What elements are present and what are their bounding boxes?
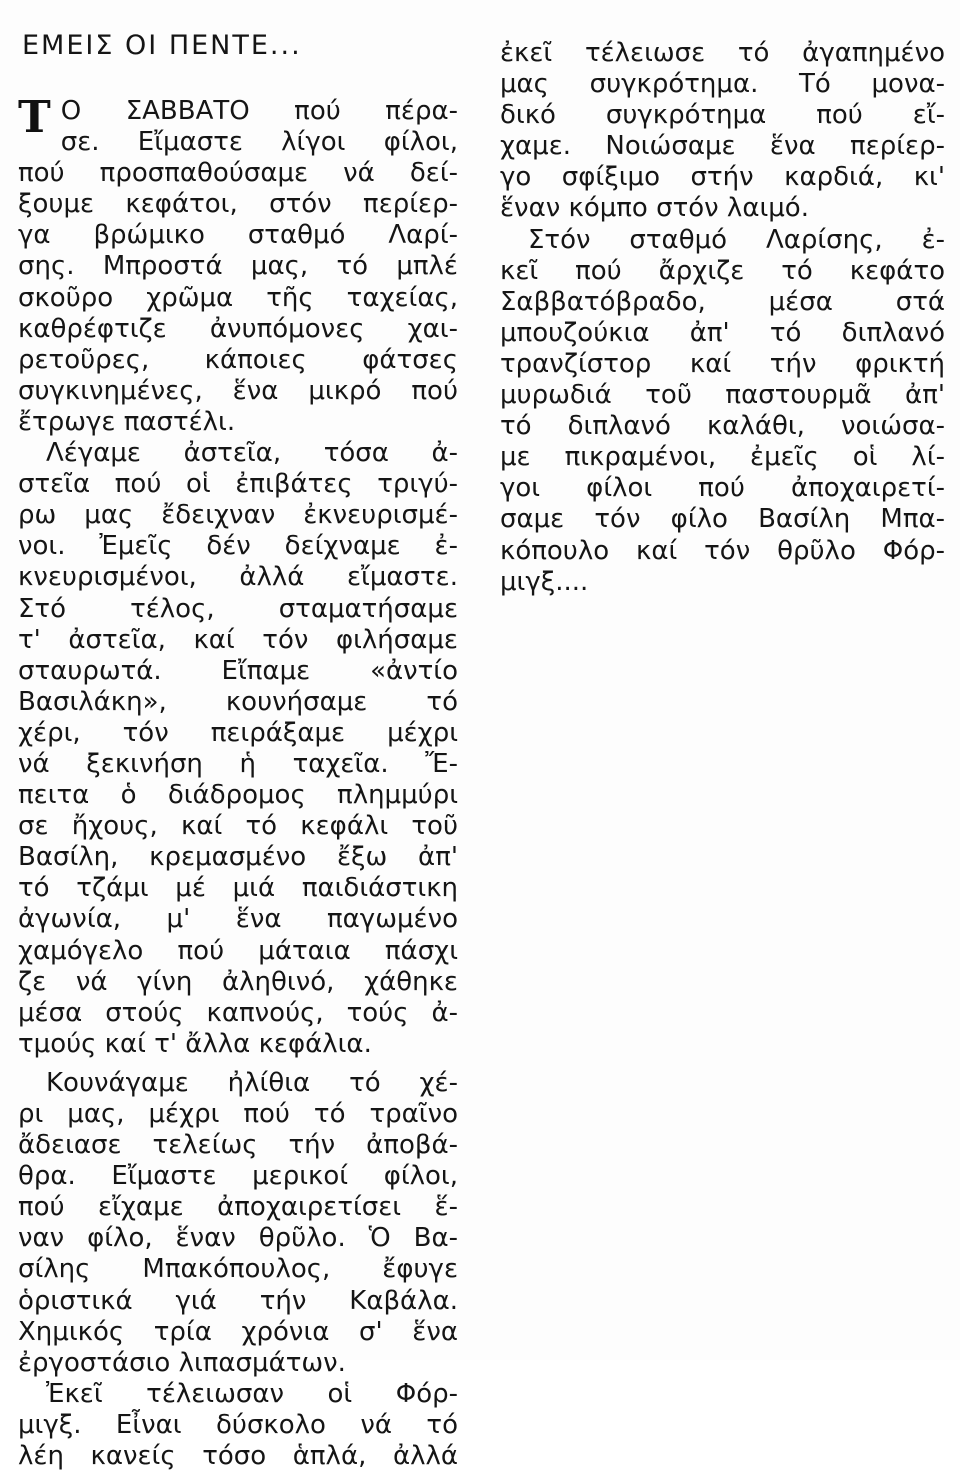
- text-line: [18, 1029, 458, 1060]
- line-text: σκοῦρο χρῶμα τῆς ταχείας,: [18, 282, 458, 313]
- line-text: Χημικός τρία χρόνια σ' ἕνα: [18, 1316, 458, 1347]
- line-text: ζε νά γίνη ἀληθινό, χάθηκε: [18, 966, 458, 997]
- line-text: Ἐκεῖ τέλειωσαν οἱ Φόρ-: [46, 1378, 458, 1409]
- line-text: χαμόγελο πού μάταια πάσχι: [18, 935, 458, 966]
- text-line: [18, 376, 458, 407]
- line-text: πού προσπαθούσαμε νά δεί-: [18, 158, 458, 189]
- line-text: ἐκεῖ τέλειωσε τό ἀγαπημένο: [500, 38, 945, 68]
- text-line: [18, 1068, 458, 1099]
- line-text: με πικραμένοι, ἐμεῖς οἱ λί-: [500, 442, 945, 473]
- right-column: [500, 38, 945, 598]
- text-line: [18, 562, 458, 593]
- text-line: [18, 1254, 458, 1285]
- text-line: [500, 411, 945, 442]
- line-text: Βασίλη, κρεμασμένο ἔξω ἀπ': [18, 842, 458, 873]
- text-line: [18, 625, 458, 656]
- line-text: κνευρισμένοι, ἀλλά εἴμαστε.: [18, 562, 458, 593]
- line-text: γα βρώμικο σταθμό Λαρί-: [18, 220, 458, 251]
- text-line: [500, 380, 945, 411]
- line-text: χέρι, τόν πειράξαμε μέχρι: [18, 717, 458, 748]
- text-line: [500, 69, 945, 100]
- text-line: [18, 158, 458, 189]
- text-line: [18, 718, 458, 749]
- line-text: συγκινημένες, ἕνα μικρό πού: [18, 375, 458, 406]
- text-line: [18, 469, 458, 500]
- line-text: ρω μας ἔδειχναν ἐκνευρισμέ-: [18, 500, 458, 531]
- text-line: [500, 473, 945, 504]
- line-text: λέη κανείς τόσο ἁπλά, ἀλλά: [18, 1441, 458, 1472]
- text-line: [18, 1192, 458, 1223]
- text-line: [18, 656, 458, 687]
- left-column: [18, 92, 458, 1472]
- line-text: κεῖ πού ἄρχιζε τό κεφάτο: [500, 255, 945, 286]
- line-text: σης. Μπροστά μας, τό μπλέ: [18, 251, 458, 282]
- line-text: τό τζάμι μέ μιά παιδιάστικη: [18, 873, 458, 904]
- article-title: ΕΜΕΙΣ ΟΙ ΠΕΝΤΕ...: [22, 30, 302, 61]
- line-text: Στό τέλος, σταματήσαμε: [18, 593, 458, 624]
- line-text: γοι φίλοι πού ἀποχαιρετί-: [500, 473, 945, 504]
- text-line: [18, 936, 458, 967]
- text-line: [18, 1379, 458, 1410]
- text-line: [500, 349, 945, 380]
- line-text: μιγξ....: [500, 566, 589, 597]
- text-line: [18, 1410, 458, 1441]
- line-text: τμούς καί τ' ἄλλα κεφάλια.: [18, 1028, 372, 1059]
- text-line: [18, 1099, 458, 1130]
- text-line: [18, 780, 458, 811]
- line-text: στεῖα πού οἱ ἐπιβάτες τριγύ-: [18, 469, 458, 500]
- line-text: δικό συγκρότημα πού εἴ-: [500, 100, 945, 131]
- line-text: πού εἴχαμε ἀποχαιρετίσει ἕ-: [18, 1192, 458, 1223]
- text-line: [500, 225, 945, 256]
- line-text: Στόν σταθμό Λαρίσης, ἐ-: [528, 224, 945, 255]
- line-text: Λέγαμε ἀστεῖα, τόσα ἀ-: [46, 438, 458, 469]
- text-line: [500, 131, 945, 162]
- text-line: [18, 873, 458, 904]
- line-text: σίλης Μπακόπουλος, ἔφυγε: [18, 1254, 458, 1285]
- line-text: μπουζούκια ἀπ' τό διπλανό: [500, 317, 945, 348]
- line-text: κόπουλο καί τόν θρῦλο Φόρ-: [500, 535, 945, 566]
- line-text: σε. Εἴμαστε λίγοι φίλοι,: [60, 127, 458, 158]
- text-line: [500, 318, 945, 349]
- line-text: μιγξ. Εἶναι δύσκολο νά τό: [18, 1409, 458, 1440]
- line-text: νοι. Ἐμεῖς δέν δείχναμε ἐ-: [18, 531, 458, 562]
- line-text: πειτα ὁ διάδρομος πλημμύρι: [18, 780, 458, 811]
- text-line: [18, 96, 458, 127]
- text-line: [18, 531, 458, 562]
- line-text: τρανζίστορ καί τήν φρικτή: [500, 348, 945, 379]
- text-line: [500, 256, 945, 287]
- text-line: [500, 504, 945, 535]
- text-line: [18, 500, 458, 531]
- text-line: [18, 407, 458, 438]
- line-text: σταυρωτά. Εἴπαμε «ἀντίο: [18, 655, 458, 686]
- text-line: [18, 749, 458, 780]
- text-line: [18, 314, 458, 345]
- text-line: [18, 1348, 458, 1379]
- line-text: Ο ΣΑΒΒΑΤΟ πού πέρα-: [60, 96, 458, 126]
- line-text: τό διπλανό καλάθι, νοιώσα-: [500, 411, 945, 442]
- text-line: [500, 442, 945, 473]
- text-line: [18, 189, 458, 220]
- line-text: ἕναν κόμπο στόν λαιμό.: [500, 193, 809, 224]
- line-text: τ' ἀστεῖα, καί τόν φιλήσαμε: [18, 624, 458, 655]
- line-text: καθρέφτιζε ἀνυπόμονες χαι-: [18, 313, 458, 344]
- text-line: [18, 1161, 458, 1192]
- line-text: ρετοῦρες, κάποιες φάτσες: [18, 344, 458, 375]
- line-text: ξουμε κεφάτοι, στόν περίερ-: [18, 189, 458, 220]
- text-line: [18, 1286, 458, 1317]
- drop-cap: Τ: [18, 92, 51, 143]
- line-text: μέσα στούς καπνούς, τούς ἀ-: [18, 997, 458, 1028]
- text-line: [18, 1317, 458, 1348]
- text-line: [500, 38, 945, 69]
- text-line: [500, 567, 945, 598]
- line-text: ρι μας, μέχρι πού τό τραῖνο: [18, 1099, 458, 1129]
- line-text: ἐργοστάσιο λιπασμάτων.: [18, 1347, 346, 1378]
- text-line: [18, 438, 458, 469]
- line-text: Κουνάγαμε ἠλίθια τό χέ-: [46, 1067, 458, 1098]
- text-line: [18, 998, 458, 1029]
- text-line: [18, 967, 458, 998]
- line-text: σαμε τόν φίλο Βασίλη Μπα-: [500, 504, 945, 535]
- text-line: [500, 162, 945, 193]
- text-line: [500, 193, 945, 224]
- text-line: [18, 594, 458, 625]
- paragraph-gap: [18, 1060, 458, 1068]
- line-text: γο σφίξιμο στήν καρδιά, κι': [500, 162, 945, 193]
- text-line: [18, 687, 458, 718]
- line-text: μυρωδιά τοῦ παστουρμᾶ ἀπ': [500, 380, 945, 411]
- text-line: [18, 345, 458, 376]
- line-text: νά ξεκινήση ἡ ταχεῖα. Ἔ-: [18, 748, 458, 779]
- text-line: [18, 842, 458, 873]
- line-text: μας συγκρότημα. Τό μονα-: [500, 69, 945, 100]
- line-text: ναν φίλο, ἕναν θρῦλο. Ὁ Βα-: [18, 1223, 458, 1254]
- line-text: ἀγωνία, μ' ἕνα παγωμένο: [18, 904, 458, 935]
- text-line: [18, 1441, 458, 1472]
- line-text: σε ἤχους, καί τό κεφάλι τοῦ: [18, 811, 458, 842]
- line-text: ἔτρωγε παστέλι.: [18, 406, 236, 437]
- text-line: [500, 100, 945, 131]
- text-line: [18, 1130, 458, 1161]
- line-text: χαμε. Νοιώσαμε ἕνα περίερ-: [500, 131, 945, 162]
- text-line: [18, 283, 458, 314]
- line-text: ὁριστικά γιά τήν Καβάλα.: [18, 1285, 458, 1316]
- text-line: [500, 536, 945, 567]
- text-line: [18, 1223, 458, 1254]
- text-line: [18, 251, 458, 282]
- line-text: Βασιλάκη», κουνήσαμε τό: [18, 686, 458, 717]
- text-line: [500, 287, 945, 318]
- text-line: [18, 811, 458, 842]
- text-line: [18, 220, 458, 251]
- text-line: [18, 904, 458, 935]
- line-text: θρα. Εἴμαστε μερικοί φίλοι,: [18, 1161, 458, 1192]
- text-line: [18, 127, 458, 158]
- line-text: ἄδειασε τελείως τήν ἀποβά-: [18, 1130, 458, 1161]
- line-text: Σαββατόβραδο, μέσα στά: [500, 286, 945, 317]
